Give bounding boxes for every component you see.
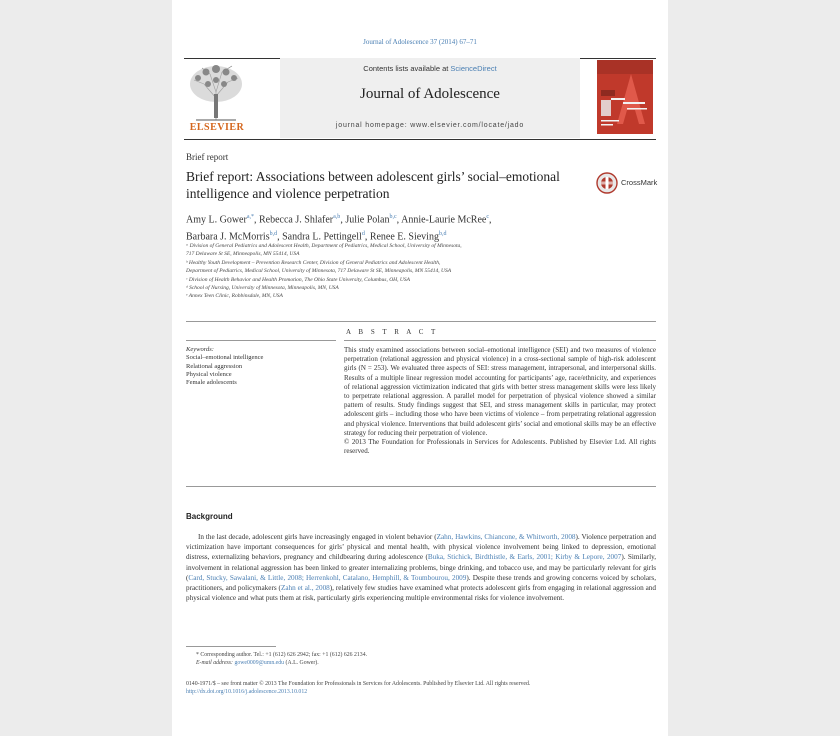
- author-affil-marker[interactable]: b,c: [389, 214, 397, 220]
- background-heading: Background: [186, 512, 233, 521]
- author-name[interactable]: Amy L. Gower: [186, 214, 247, 226]
- abstract-copyright: © 2013 The Foundation for Professionals in Services for Adolescents. Published by Elsevier Ltd. All rights reserved.: [344, 438, 656, 456]
- journal-citation[interactable]: Journal of Adolescence 37 (2014) 67–71: [363, 38, 477, 46]
- affiliation-line: Department of Pediatrics, Medical School, University of Minnesota, 717 Delaware St SE, Minneapolis, MN 55414, USA: [186, 268, 452, 275]
- divider: [186, 321, 656, 322]
- keyword-item: Social–emotional intelligence: [186, 354, 264, 362]
- citation-link[interactable]: Zahn et al., 2008: [280, 584, 330, 593]
- author-affil-marker[interactable]: d: [361, 231, 365, 238]
- author-separator: ,: [489, 214, 492, 226]
- abstract-heading: A B S T R A C T: [346, 328, 439, 336]
- contents-lists: [280, 64, 580, 73]
- author-separator: ,: [340, 214, 346, 226]
- email-link[interactable]: gowe0009@umn.edu: [234, 660, 285, 666]
- author-name[interactable]: Rebecca J. Shlafer: [259, 214, 334, 226]
- author-name[interactable]: Renee E. Sieving: [369, 231, 439, 243]
- author-affil-marker[interactable]: b,d: [269, 231, 278, 238]
- affiliations: [186, 242, 656, 301]
- affiliation-line: ᵃ Division of General Pediatrics and Adolescent Health, Department of Pediatrics, Medical School, University of Minnesota,: [186, 243, 462, 249]
- keywords-block: [186, 346, 336, 387]
- citation-link[interactable]: Buka, Stichick, Birdthistle, & Earls, 2001; Kirby & Lepore, 2007: [427, 553, 622, 562]
- contents-prefix: Contents lists available at: [363, 64, 451, 73]
- author-name[interactable]: Annie-Laurie McRee: [401, 214, 487, 226]
- email-note: [196, 659, 656, 667]
- article-page: [172, 0, 668, 736]
- keyword-item: Physical violence: [186, 370, 232, 378]
- elsevier-logo-text: ELSEVIER: [189, 122, 245, 133]
- keyword-item: Female adolescents: [186, 379, 237, 387]
- author-affil-marker[interactable]: a,b: [333, 214, 341, 220]
- journal-homepage[interactable]: journal homepage: www.elsevier.com/locate/jado: [335, 122, 525, 129]
- keyword-item: Relational aggression: [186, 362, 243, 370]
- affiliation-line: ᵈ School of Nursing, University of Minnesota, Minneapolis, MN, USA: [186, 285, 339, 292]
- affiliation-line: ᶜ Division of Health Behavior and Health Promotion, The Ohio State University, Columbus, OH, USA: [186, 276, 410, 283]
- footnotes: [196, 651, 656, 667]
- journal-cover-image: [597, 60, 653, 134]
- divider: [186, 340, 336, 341]
- sciencedirect-link[interactable]: ScienceDirect: [450, 64, 497, 73]
- divider: [344, 340, 656, 341]
- author-name[interactable]: Barbara J. McMorris: [186, 231, 270, 243]
- body-text-segment: In the last decade, adolescent girls have increasingly engaged in violent behavior (: [198, 533, 437, 541]
- citation-link[interactable]: Card, Stucky, Sawalani, & Little, 2008; Herrenkohl, Catalano, Hemphill, & Toumbourou, 2009: [188, 573, 467, 582]
- author-separator: ,: [364, 231, 370, 243]
- author-affil-marker[interactable]: a,*: [246, 214, 254, 220]
- crossmark-label: CrossMark: [621, 178, 658, 187]
- affiliation-line: ᵇ Healthy Youth Development – Prevention Research Center, Division of General Pediatrics and Adolescent Health,: [186, 259, 441, 266]
- journal-name: Journal of Adolescence: [360, 86, 500, 102]
- author-affil-marker[interactable]: b,d: [438, 231, 447, 238]
- author-list: [186, 210, 656, 245]
- author-name[interactable]: Sandra L. Pettingell: [282, 231, 362, 243]
- abstract-body: This study examined associations between social–emotional intelligence (SEI) and two measures of violence perpetration (relational aggression and physical violence) in a cross-sectional sample of high-risk adolescent girls (N = 253). We evaluated three aspects of SEI: stress management, intrapersonal, and interpersonal skills. Results of a multiple linear regression model accounting for participants’ age, race/ethnicity, and experiences of relational aggression victimization indicated that girls with better stress management skills were less likely to perpetrate relational aggression. A parallel model for perpetration of physical violence showed a similar pattern of results. Study findings suggest that SEI, and stress management skills in particular, may protect adolescent girls – including those who have been victims of violence – from perpetrating relational aggression and physical violence. Interventions that build adolescent girls’ social and emotional skills may be an effective strategy for reducing their perpetration of violence.: [344, 346, 656, 437]
- divider: [186, 486, 656, 487]
- doi-link[interactable]: http://dx.doi.org/10.1016/j.adolescence.2013.10.012: [186, 689, 308, 695]
- footnote-divider: [186, 646, 276, 647]
- email-label: E-mail address:: [196, 660, 235, 666]
- citation-link[interactable]: Zahn, Hawkins, Chiancone, & Whitworth, 2008: [436, 533, 576, 541]
- issn-block: [186, 680, 656, 696]
- corresponding-author-note: * Corresponding author. Tel.: +1 (612) 626 2942; fax: +1 (612) 626 2134.: [196, 652, 368, 658]
- body-text-segment: ), relatively few studies have examined what protects adolescent girls from engaging in relational aggression and physical violence and what puts them at risk, particularly girls experiencing multiple environmental risks for violence involvement.: [186, 584, 656, 603]
- author-name[interactable]: Julie Polan: [345, 214, 390, 226]
- affiliation-line: ᵉ Annex Teen Clinic, Robbinsdale, MN, USA: [186, 293, 283, 300]
- section-type: Brief report: [186, 152, 229, 162]
- crossmark-icon: [596, 172, 618, 194]
- author-separator: ,: [396, 214, 402, 226]
- crossmark-badge[interactable]: [596, 172, 666, 194]
- body-text-segment: ). Violence perpetration and victimization have important consequences for girls’ physical and mental health, with physical violence involvement being linked to depression, emotional distress, externalizing behaviors, pregnancy and childbearing during adolescence (: [186, 533, 656, 562]
- body-text-segment: ). Similarly, involvement in relational aggression has been linked to greater internalizing problems, binge drinking, and tobacco use, and may be particularly relevant for girls (: [186, 553, 656, 582]
- keywords-heading: Keywords:: [186, 346, 214, 353]
- body-text-segment: ). Despite these trends and growing concerns voiced by scholars, practitioners, and policymakers (: [186, 573, 656, 593]
- abstract-text: [344, 346, 656, 456]
- journal-header-center: [280, 58, 580, 138]
- background-paragraph: [186, 532, 656, 603]
- email-suffix: (A.L. Gower).: [284, 660, 319, 666]
- affiliation-line: 717 Delaware St SE, Minneapolis, MN 55414, USA: [186, 251, 300, 258]
- author-separator: ,: [254, 214, 259, 226]
- author-affil-marker[interactable]: c: [486, 214, 490, 220]
- issn-line: 0140-1971/$ – see front matter © 2013 The Foundation for Professionals in Services for Adolescents. Published by Elsevier Ltd. All rights reserved.: [186, 681, 531, 687]
- author-separator: ,: [277, 231, 283, 243]
- article-title: Brief report: Associations between adolescent girls’ social–emotional intelligence and violence perpetration: [186, 169, 560, 201]
